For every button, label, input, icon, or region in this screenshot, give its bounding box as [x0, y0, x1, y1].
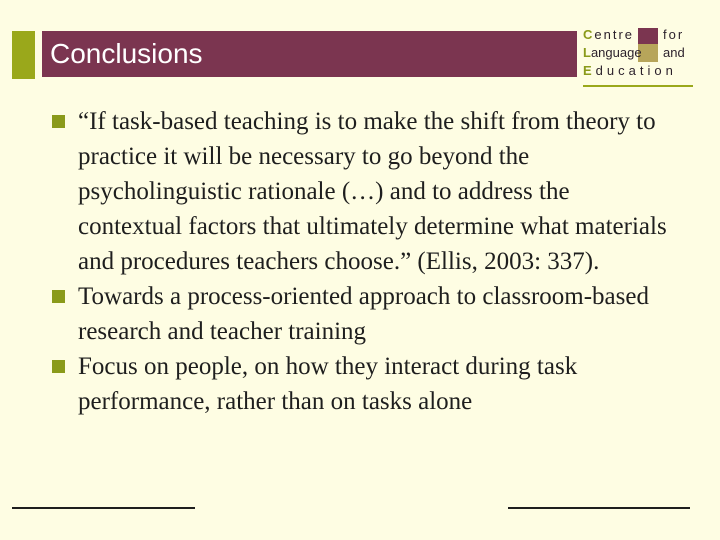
bullet-text: Focus on people, on how they interact during task performance, rather than on tasks alone	[78, 353, 578, 415]
list-item	[52, 349, 672, 419]
title-bar	[42, 31, 577, 77]
bullet-list	[52, 104, 672, 419]
bullet-text: “If task-based teaching is to make the shift from theory to practice it will be necessary to go beyond the psycholinguistic rationale (…) and to address the contextual factors that ultimately determine what materials and procedures teachers choose.” (Ellis, 2003: 337).	[78, 108, 667, 275]
list-item	[52, 279, 672, 349]
list-item	[52, 104, 672, 279]
bullet-text: Towards a process-oriented approach to classroom-based research and teacher training	[78, 283, 649, 345]
square-bullet-icon	[52, 360, 65, 373]
title-accent-bar	[12, 31, 35, 79]
footer-rule-left	[12, 507, 195, 509]
slide-title: Conclusions	[50, 38, 203, 69]
centre-logo	[583, 26, 693, 82]
square-bullet-icon	[52, 290, 65, 303]
logo-underline	[583, 85, 693, 87]
square-bullet-icon	[52, 115, 65, 128]
logo-line-2: Language and	[583, 45, 685, 60]
logo-line-1: Centre for	[583, 27, 685, 42]
footer-rule-right	[508, 507, 690, 509]
logo-line-3: Education	[583, 63, 677, 78]
